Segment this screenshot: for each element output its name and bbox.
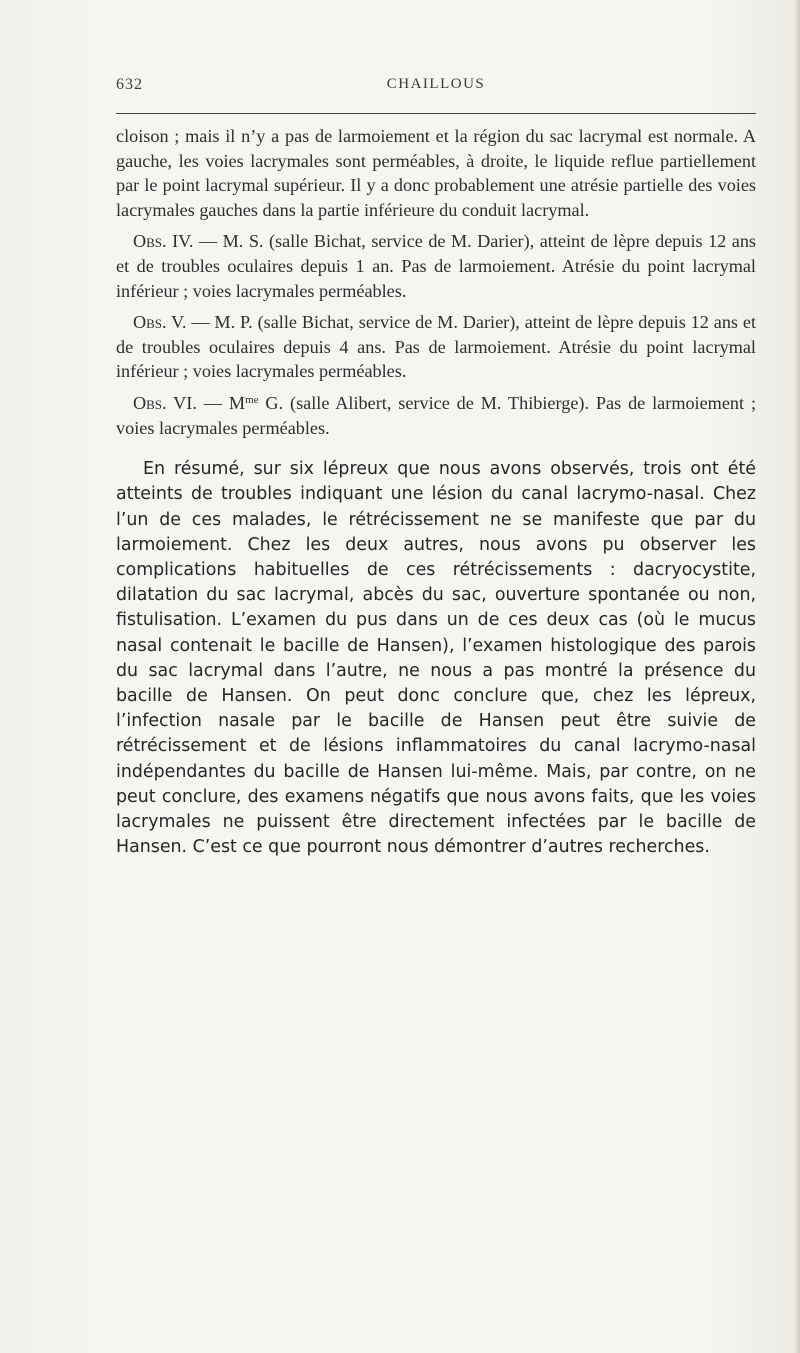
body-text [116, 124, 756, 860]
observation-5-text: — M. P. (salle Bichat, service de M. Darier), atteint de lèpre depuis 12 ans et de troubles oculaires depuis 4 ans. Pas de larmoiement. Atrésie du point lacrymal inférieur ; voies lacrymales perméables. [116, 312, 757, 382]
observation-5-label: Obs. V. [133, 312, 187, 333]
observation-6-label: Obs. VI. [133, 392, 197, 413]
page-edge-shadow [794, 0, 800, 1353]
summary-paragraph: En résumé, sur six lépreux que nous avons observés, trois ont été atteints de troubles indiquant une lésion du canal lacrymo-nasal. Chez l’un de ces malades, le rétrécissement ne se manifeste que par du larmoiement. Chez les deux autres, nous avons pu observer les complications habituelles de ces rétrécissements : dacryocystite, dilatation du sac lacrymal, abcès du sac, ouverture spontanée ou non, fistulisation. L’examen du pus dans un de ces deux cas (où le mucus nasal contenait le bacille de Hansen), l’examen histologique des parois du sac lacrymal dans l’autre, ne nous a pas montré la présence du bacille de Hansen. On peut donc conclure que, chez les lépreux, l’infection nasale par le bacille de Hansen peut être suivie de rétrécissement et de lésions inflammatoires du canal lacrymo-nasal indépendantes du bacille de Hansen lui-même. Mais, par contre, on ne peut conclure, des examens négatifs que nous avons faits, que les voies lacrymales ne puissent être directement infectées par le bacille de Hansen. C’est ce que pourront nous démontrer d’autres recherches. [116, 459, 756, 858]
observation-6-superscript: me [245, 393, 259, 406]
observation-4 [116, 229, 756, 303]
observation-4-text: — M. S. (salle Bichat, service de M. Darier), atteint de lèpre depuis 12 ans et de troubles oculaires depuis 1 an. Pas de larmoiement. Atrésie du point lacrymal inférieur ; voies lacrymales perméables. [116, 231, 756, 301]
observation-5 [116, 310, 756, 384]
header-rule [116, 113, 756, 114]
observation-6-prefix: — M [196, 392, 246, 413]
observation-4-label: Obs. IV. [133, 231, 194, 252]
paragraph-continuation: cloison ; mais il n’y a pas de larmoiement et la région du sac lacrymal est normale. A gauche, les voies lacrymales sont perméables, à droite, le liquide reflue partiellement par le point lacrymal supérieur. Il y a donc probablement une atrésie partielle des voies lacrymales gauches dans la partie inférieure du conduit lacrymal. [116, 126, 756, 220]
observation-6-text: G. (salle Alibert, service de M. Thibierge). Pas de larmoiement ; voies lacrymales perméables. [116, 392, 757, 438]
page-header [116, 76, 756, 98]
page-number: 632 [116, 76, 143, 93]
running-title: CHAILLOUS [386, 76, 486, 92]
observation-6 [116, 391, 756, 440]
